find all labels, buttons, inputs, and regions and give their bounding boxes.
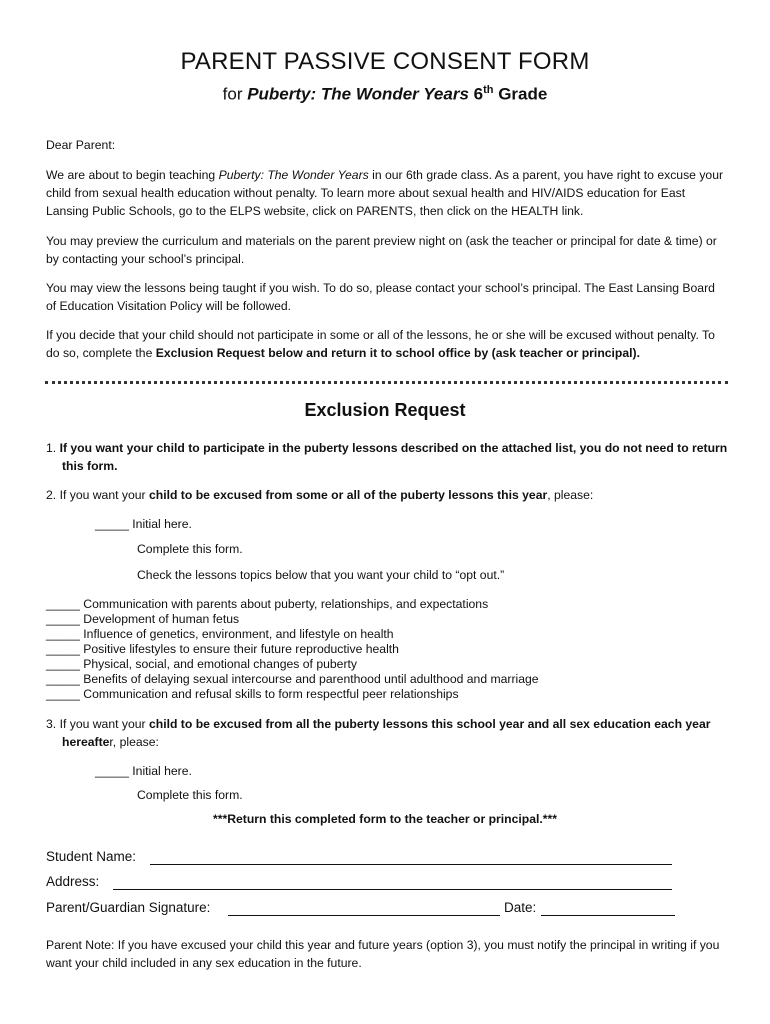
address-label: Address: (46, 874, 100, 889)
option-3-text-b: r, please: (109, 735, 159, 749)
signature-field[interactable] (228, 915, 500, 916)
option-2-text-a: If you want your (59, 488, 149, 502)
option-2-initial[interactable]: _____ Initial here. (95, 517, 192, 531)
option-3-text-a: If you want your (59, 717, 149, 731)
lesson-checkbox[interactable]: _____ Physical, social, and emotional changes of puberty (46, 657, 357, 671)
option-1-text: If you want your child to participate in the puberty lessons described on the attached list, you do not need to return this form. (59, 441, 728, 473)
lesson-checkbox[interactable]: _____ Benefits of delaying sexual intercourse and parenthood until adulthood and marriage (46, 672, 539, 686)
option-1-number: 1. (46, 441, 60, 455)
intro-text-b: in our 6th grade class. As a parent, you have right to excuse your child from sexual health education without penalty. To learn more about sexual health and HIV/AIDS education for East Lansing Public Schools, go to the ELPS website, click on PARENTS, then click on the HEALTH link. (46, 168, 724, 218)
greeting: Dear Parent: (46, 138, 116, 152)
return-note: ***Return this completed form to the teacher or principal.*** (212, 812, 558, 826)
subtitle-grade-number: 6 (468, 84, 484, 104)
lesson-checkbox[interactable]: _____ Communication with parents about puberty, relationships, and expectations (46, 597, 489, 611)
option-3-bold: child to be excused from all the puberty lessons this school year and all sex education each year hereafte (62, 717, 711, 749)
student-name-label: Student Name: (46, 849, 137, 864)
option-3-initial[interactable]: _____ Initial here. (95, 764, 192, 778)
option-2-complete: Complete this form. (137, 542, 243, 556)
student-name-field[interactable] (150, 864, 672, 865)
date-label: Date: (504, 900, 537, 915)
option-1 (46, 439, 742, 475)
exclusion-instruction: Exclusion Request below and return it to school office by (ask teacher or principal). (155, 346, 640, 360)
exclusion-paragraph (46, 326, 726, 362)
subtitle-prefix: for (222, 84, 248, 104)
preview-paragraph: You may preview the curriculum and materials on the parent preview night on (ask the teacher or principal for date & time) or by contacting your school’s principal. (46, 234, 717, 266)
option-2-number: 2. (46, 488, 60, 502)
exclusion-text: If you decide that your child should not participate in some or all of the lessons, he or she will be excused without penalty. To do so, complete the (46, 328, 715, 360)
date-field[interactable] (541, 915, 675, 916)
subtitle-grade-suffix: th (483, 84, 494, 96)
section-divider (45, 381, 728, 384)
option-2-bold: child to be excused from some or all of the puberty lessons this year (148, 488, 548, 502)
option-2-text-b: , please: (547, 488, 594, 502)
parent-note: Parent Note: If you have excused your child this year and future years (option 3), you must notify the principal in writing if you want your child included in any sex education in the future. (46, 938, 720, 970)
intro-curriculum: Puberty: The Wonder Years (218, 168, 369, 182)
option-3 (46, 715, 742, 751)
address-field[interactable] (113, 889, 672, 890)
option-3-complete: Complete this form. (137, 788, 243, 802)
lesson-checkbox[interactable]: _____ Communication and refusal skills to form respectful peer relationships (46, 687, 459, 701)
form-subtitle (0, 84, 770, 105)
option-3-number: 3. (46, 717, 60, 731)
visitation-paragraph: You may view the lessons being taught if you wish. To do so, please contact your school’s principal. The East Lansing Board of Education Visitation Policy will be followed. (46, 281, 715, 313)
lesson-checkbox[interactable]: _____ Positive lifestyles to ensure their future reproductive health (46, 642, 399, 656)
subtitle-grade: Grade (493, 84, 548, 104)
signature-label: Parent/Guardian Signature: (46, 900, 211, 915)
intro-text-a: We are about to begin teaching (46, 168, 219, 182)
form-title: PARENT PASSIVE CONSENT FORM (180, 48, 590, 75)
option-2-check-instruction: Check the lessons topics below that you want your child to “opt out.” (137, 568, 505, 582)
option-2 (46, 486, 742, 504)
lesson-checkbox[interactable]: _____ Development of human fetus (46, 612, 240, 626)
exclusion-request-title: Exclusion Request (304, 400, 466, 420)
subtitle-curriculum: Puberty: The Wonder Years (247, 84, 469, 104)
intro-paragraph (46, 166, 726, 220)
lesson-checkbox[interactable]: _____ Influence of genetics, environment, and lifestyle on health (46, 627, 394, 641)
